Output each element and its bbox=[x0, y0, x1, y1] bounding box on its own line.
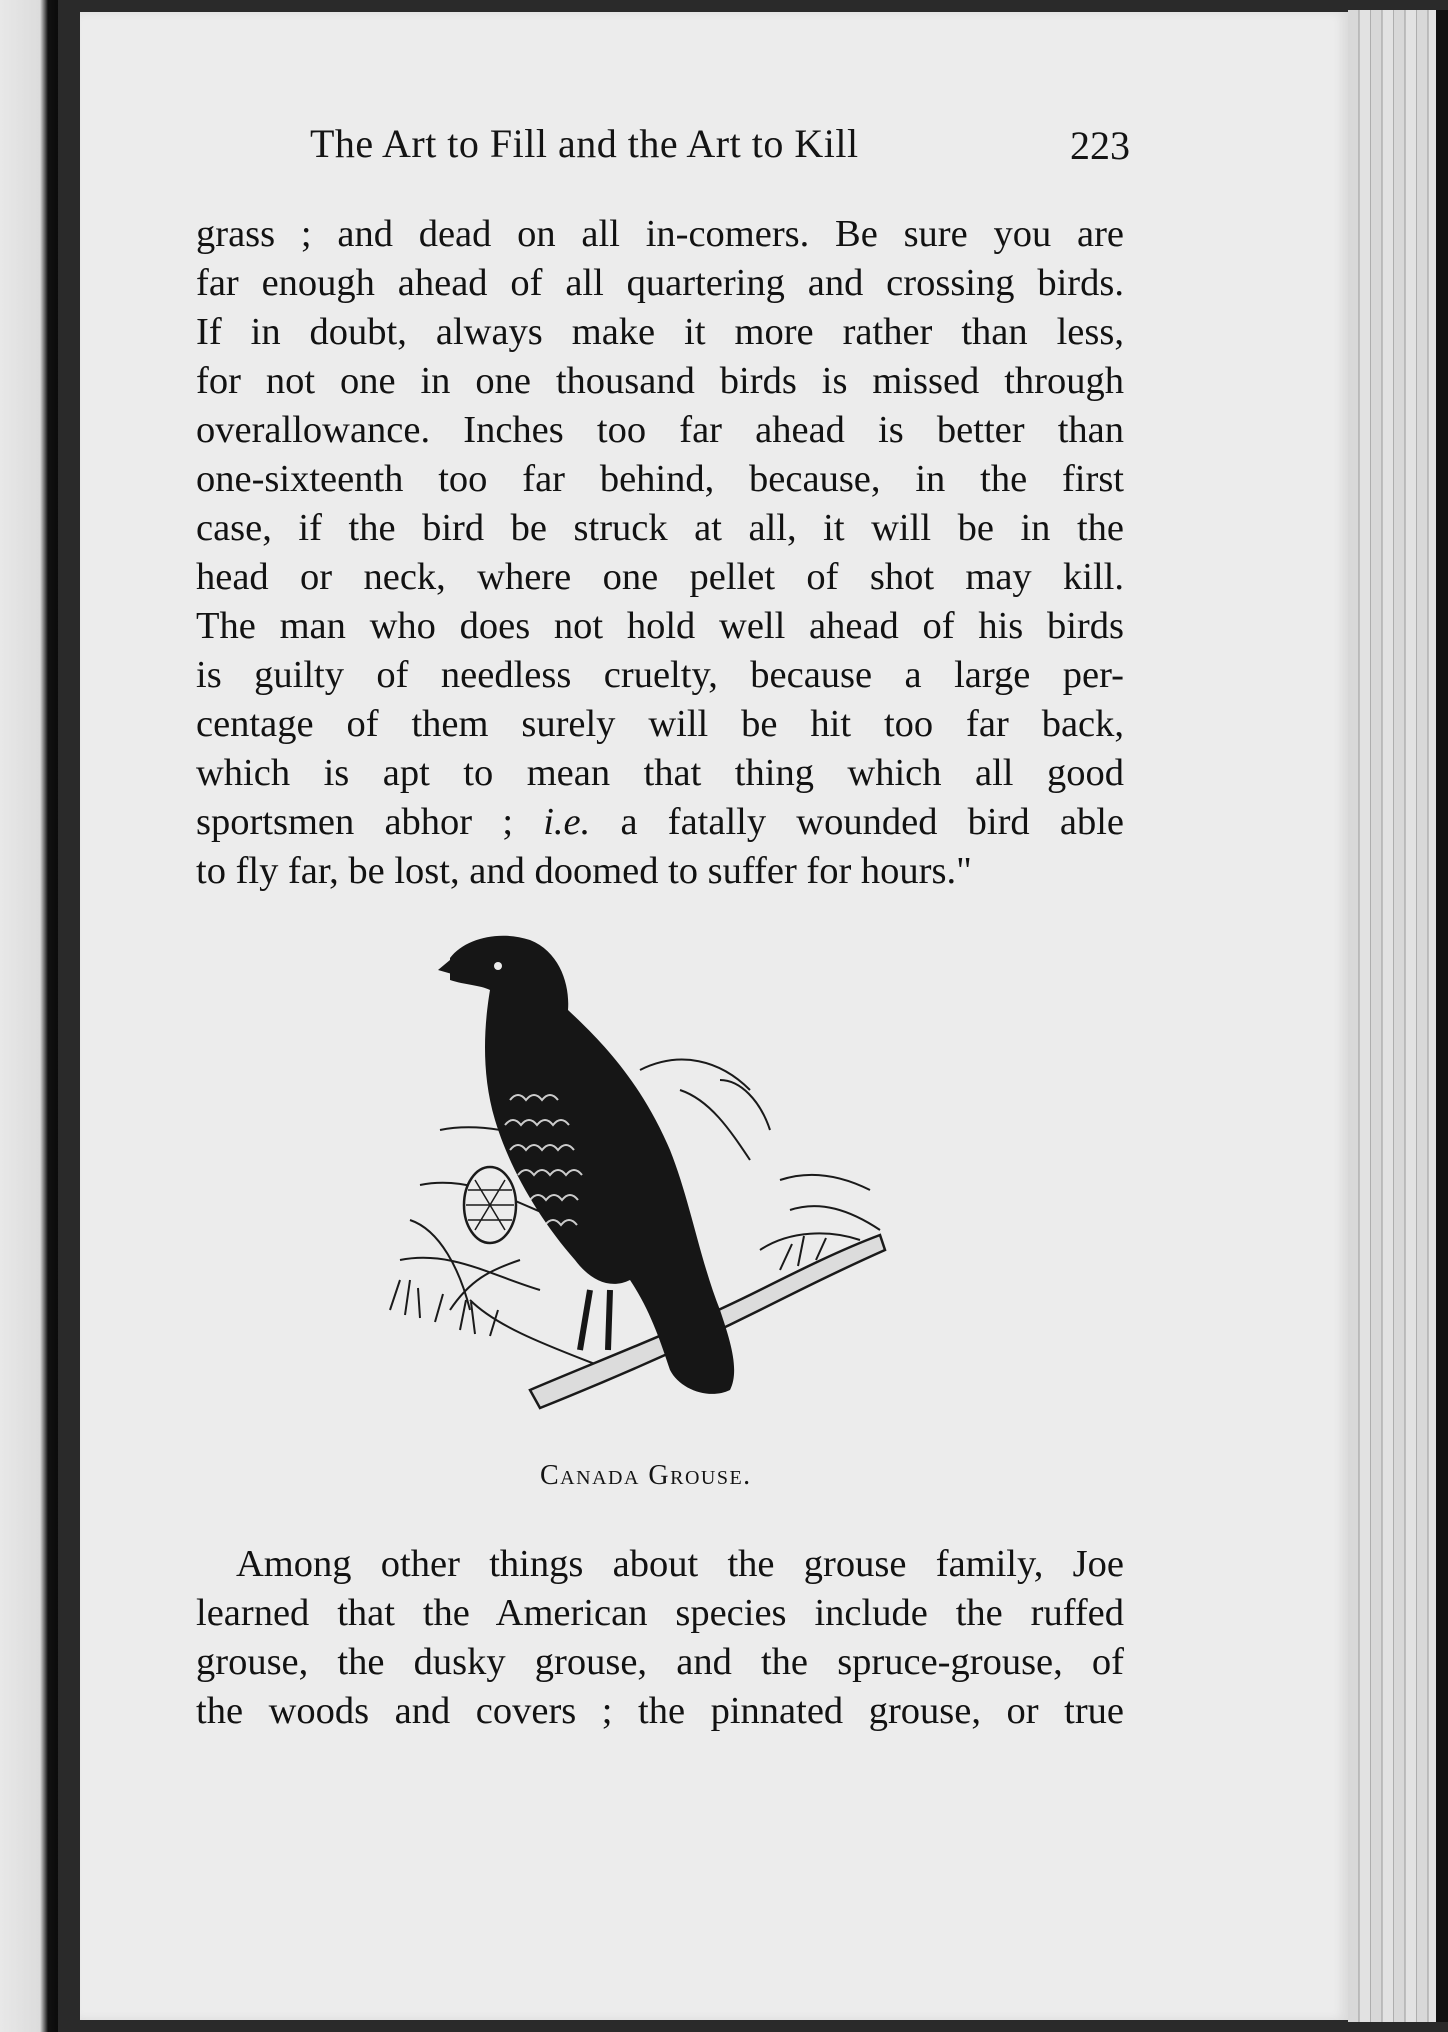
text-line: grouse, the dusky grouse, and the spruce-grouse, of bbox=[196, 1641, 1124, 1683]
figure-caption: Canada Grouse. bbox=[540, 1460, 752, 1491]
text-segment: sportsmen abhor ; bbox=[196, 801, 514, 843]
running-head: The Art to Fill and the Art to Kill bbox=[310, 121, 859, 166]
text-line: one-sixteenth too far behind, because, in the first bbox=[196, 458, 1124, 500]
text-line: The man who does not hold well ahead of his birds bbox=[196, 605, 1124, 647]
text-line: If in doubt, always make it more rather than less, bbox=[196, 311, 1124, 353]
canada-grouse-engraving bbox=[380, 930, 940, 1450]
body-text-top bbox=[196, 210, 1124, 896]
text-line: case, if the bird be struck at all, it will be in the bbox=[196, 507, 1124, 549]
text-line: far enough ahead of all quartering and crossing birds. bbox=[196, 262, 1124, 304]
text-line: for not one in one thousand birds is missed through bbox=[196, 360, 1124, 402]
text-line: overallowance. Inches too far ahead is better than bbox=[196, 409, 1124, 451]
text-line: the woods and covers ; the pinnated grouse, or true bbox=[196, 1690, 1124, 1732]
pine-cone bbox=[464, 1167, 516, 1243]
left-page-edge bbox=[0, 0, 58, 2032]
text-segment: a fatally wounded bird able bbox=[620, 801, 1124, 843]
grouse-illustration bbox=[380, 930, 940, 1450]
text-line: which is apt to mean that thing which all good bbox=[196, 752, 1124, 794]
text-line: to fly far, be lost, and doomed to suffer for hours." bbox=[196, 850, 972, 892]
grouse-bird bbox=[438, 936, 734, 1394]
right-page-edges bbox=[1348, 10, 1448, 2022]
text-line: Among other things about the grouse family, Joe bbox=[236, 1543, 1124, 1585]
text-line: grass ; and dead on all in-comers. Be sure you are bbox=[196, 213, 1124, 255]
text-line: learned that the American species include the ruffed bbox=[196, 1592, 1124, 1634]
body-text-bottom bbox=[196, 1540, 1124, 1736]
page-header bbox=[310, 120, 1130, 180]
text-line: is guilty of needless cruelty, because a large per- bbox=[196, 654, 1124, 696]
text-line-mixed bbox=[196, 798, 1124, 847]
text-line: centage of them surely will be hit too far back, bbox=[196, 703, 1124, 745]
text-line: head or neck, where one pellet of shot may kill. bbox=[196, 556, 1124, 598]
italic-abbreviation: i.e. bbox=[543, 801, 591, 843]
page-number: 223 bbox=[1070, 123, 1130, 168]
